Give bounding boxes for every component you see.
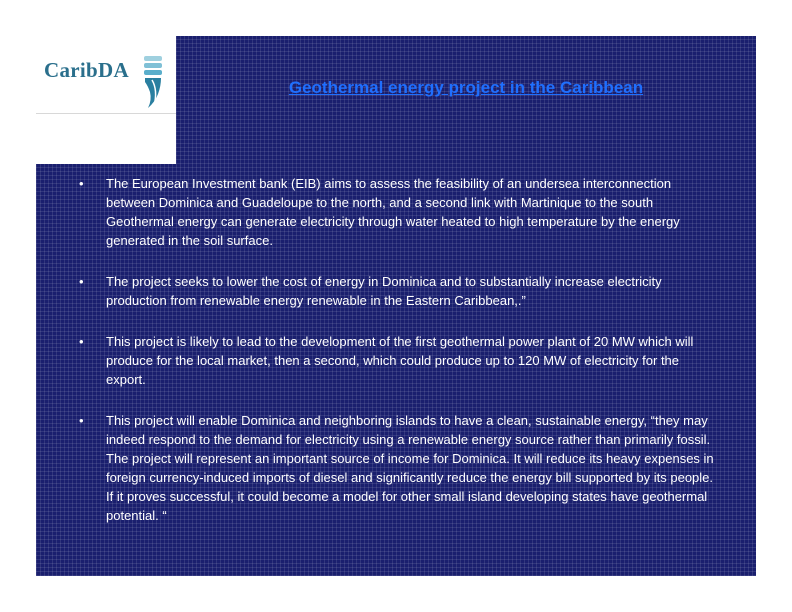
bullet-dot-icon: • [79, 176, 84, 191]
logo-wordmark: CaribDA [44, 58, 129, 82]
bullet-dot-icon: • [79, 274, 84, 289]
bullet-text: This project is likely to lead to the development of the first geothermal power plant of 20 MW which will produce for the local market, then a second, which could produce up to 120 MW of electricity for the export. [106, 334, 694, 387]
bullet-text: The European Investment bank (EIB) aims to assess the feasibility of an undersea interconnection between Dominica and Guadeloupe to the north, and a second link with Martinique to the south Geothermal energy can generate electricity through water heated to high temperature by the energy generated in the soil surface. [106, 176, 680, 248]
logo-panel [36, 36, 176, 164]
bullet-item [76, 272, 716, 310]
bullet-dot-icon: • [79, 334, 84, 349]
bullet-list [76, 174, 716, 547]
bullet-dot-icon: • [79, 413, 84, 428]
bullet-item [76, 411, 716, 525]
bullet-item [76, 174, 716, 250]
logo-divider [36, 113, 176, 114]
water-drop-logo-icon [140, 56, 166, 110]
bullet-text: The project seeks to lower the cost of energy in Dominica and to substantially increase electricity production from renewable energy renewable in the Eastern Caribbean,.” [106, 274, 662, 308]
bullet-text: This project will enable Dominica and neighboring islands to have a clean, sustainable energy, “they may indeed respond to the demand for electricity using a renewable energy source rather than primarily fossil. The project will represent an important source of income for Dominica. It will reduce its heavy expenses in foreign currency-induced imports of diesel and significantly reduce the energy bill supported by its people. If it proves successful, it could become a model for other small island developing states have geothermal potential. “ [106, 413, 714, 523]
bullet-item [76, 332, 716, 389]
slide-title[interactable]: Geothermal energy project in the Caribbean [288, 78, 644, 97]
